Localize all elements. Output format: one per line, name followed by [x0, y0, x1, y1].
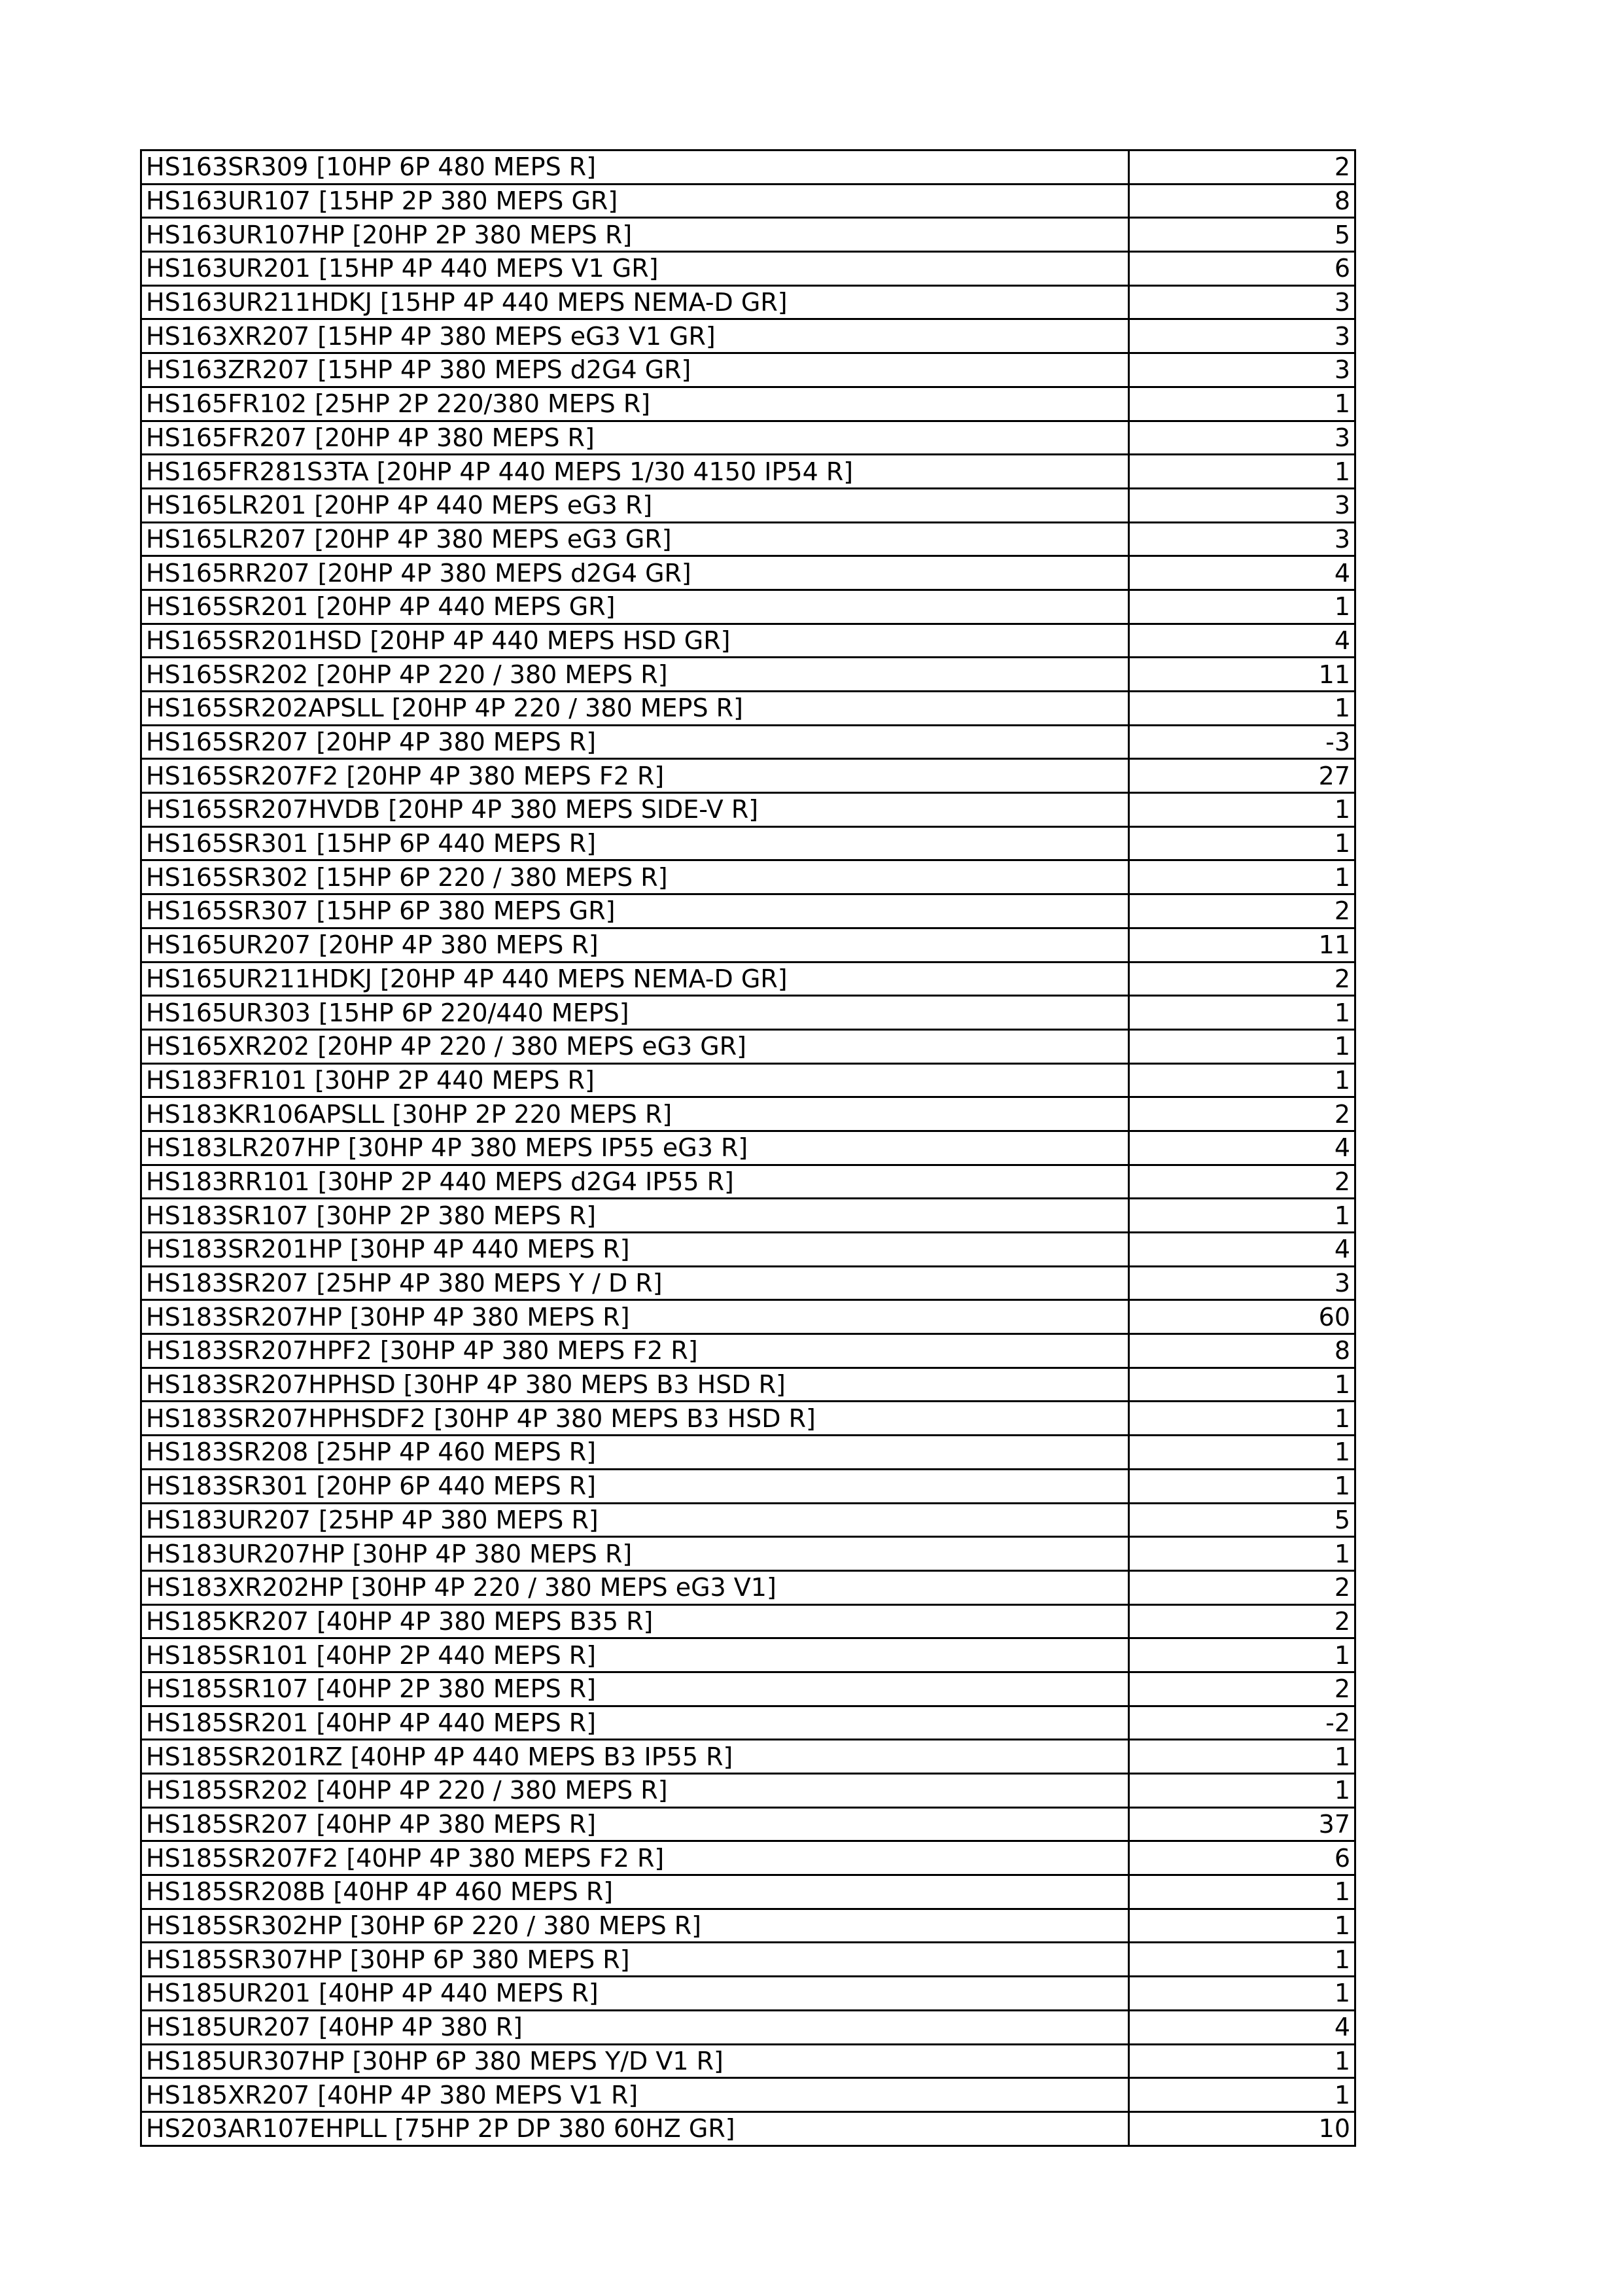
- quantity-cell: 1: [1129, 1469, 1355, 1503]
- product-description-cell: HS183SR207 [25HP 4P 380 MEPS Y / D R]: [141, 1266, 1129, 1300]
- quantity-cell: 1: [1129, 996, 1355, 1030]
- quantity-cell: 4: [1129, 1233, 1355, 1267]
- inventory-table: [140, 149, 1356, 2147]
- quantity-cell: 4: [1129, 2010, 1355, 2044]
- product-description-cell: HS165LR207 [20HP 4P 380 MEPS eG3 GR]: [141, 522, 1129, 556]
- product-description-cell: HS183FR101 [30HP 2P 440 MEPS R]: [141, 1063, 1129, 1097]
- product-description-cell: HS185XR207 [40HP 4P 380 MEPS V1 R]: [141, 2078, 1129, 2112]
- quantity-cell: -3: [1129, 725, 1355, 759]
- product-description-cell: HS165SR207HVDB [20HP 4P 380 MEPS SIDE-V R]: [141, 793, 1129, 827]
- table-row: [141, 962, 1355, 996]
- quantity-cell: 1: [1129, 2078, 1355, 2112]
- table-row: [141, 2078, 1355, 2112]
- product-description-cell: HS185SR207 [40HP 4P 380 MEPS R]: [141, 1807, 1129, 1841]
- product-description-cell: HS183XR202HP [30HP 4P 220 / 380 MEPS eG3 V1]: [141, 1570, 1129, 1604]
- product-description-cell: HS165SR302 [15HP 6P 220 / 380 MEPS R]: [141, 860, 1129, 894]
- product-description-cell: HS165SR202APSLL [20HP 4P 220 / 380 MEPS R]: [141, 692, 1129, 726]
- product-description-cell: HS183SR208 [25HP 4P 460 MEPS R]: [141, 1436, 1129, 1470]
- quantity-cell: 2: [1129, 1097, 1355, 1131]
- table-row: [141, 1469, 1355, 1503]
- product-description-cell: HS165SR207 [20HP 4P 380 MEPS R]: [141, 725, 1129, 759]
- quantity-cell: 1: [1129, 793, 1355, 827]
- product-description-cell: HS165RR207 [20HP 4P 380 MEPS d2G4 GR]: [141, 556, 1129, 590]
- quantity-cell: 2: [1129, 1165, 1355, 1199]
- quantity-cell: 1: [1129, 1943, 1355, 1977]
- table-row: [141, 1943, 1355, 1977]
- product-description-cell: HS185SR302HP [30HP 6P 220 / 380 MEPS R]: [141, 1909, 1129, 1943]
- quantity-cell: 1: [1129, 1029, 1355, 1063]
- quantity-cell: 3: [1129, 319, 1355, 353]
- table-row: [141, 1097, 1355, 1131]
- table-row: [141, 1029, 1355, 1063]
- product-description-cell: HS165SR201 [20HP 4P 440 MEPS GR]: [141, 590, 1129, 624]
- quantity-cell: 3: [1129, 353, 1355, 387]
- product-description-cell: HS183SR207HPF2 [30HP 4P 380 MEPS F2 R]: [141, 1334, 1129, 1368]
- quantity-cell: 1: [1129, 692, 1355, 726]
- quantity-cell: 1: [1129, 387, 1355, 421]
- quantity-cell: 6: [1129, 252, 1355, 286]
- table-row: [141, 894, 1355, 928]
- table-row: [141, 387, 1355, 421]
- quantity-cell: 1: [1129, 1638, 1355, 1672]
- quantity-cell: 6: [1129, 1841, 1355, 1875]
- product-description-cell: HS183UR207 [25HP 4P 380 MEPS R]: [141, 1503, 1129, 1537]
- table-row: [141, 2044, 1355, 2078]
- quantity-cell: 1: [1129, 860, 1355, 894]
- quantity-cell: 1: [1129, 1875, 1355, 1909]
- product-description-cell: HS183RR101 [30HP 2P 440 MEPS d2G4 IP55 R]: [141, 1165, 1129, 1199]
- quantity-cell: 27: [1129, 759, 1355, 793]
- product-description-cell: HS165LR201 [20HP 4P 440 MEPS eG3 R]: [141, 488, 1129, 522]
- quantity-cell: 4: [1129, 556, 1355, 590]
- product-description-cell: HS183KR106APSLL [30HP 2P 220 MEPS R]: [141, 1097, 1129, 1131]
- quantity-cell: 1: [1129, 590, 1355, 624]
- product-description-cell: HS183SR207HPHSDF2 [30HP 4P 380 MEPS B3 HSD R]: [141, 1402, 1129, 1436]
- product-description-cell: HS165UR303 [15HP 6P 220/440 MEPS]: [141, 996, 1129, 1030]
- product-description-cell: HS163UR211HDKJ [15HP 4P 440 MEPS NEMA-D GR]: [141, 285, 1129, 319]
- table-row: [141, 1841, 1355, 1875]
- table-row: [141, 826, 1355, 860]
- product-description-cell: HS165SR301 [15HP 6P 440 MEPS R]: [141, 826, 1129, 860]
- quantity-cell: 5: [1129, 218, 1355, 252]
- table-row: [141, 1436, 1355, 1470]
- product-description-cell: HS185SR202 [40HP 4P 220 / 380 MEPS R]: [141, 1774, 1129, 1808]
- table-row: [141, 590, 1355, 624]
- quantity-cell: 4: [1129, 1131, 1355, 1165]
- quantity-cell: 4: [1129, 624, 1355, 658]
- product-description-cell: HS165UR211HDKJ [20HP 4P 440 MEPS NEMA-D GR]: [141, 962, 1129, 996]
- table-row: [141, 692, 1355, 726]
- product-description-cell: HS185SR201 [40HP 4P 440 MEPS R]: [141, 1706, 1129, 1740]
- quantity-cell: 1: [1129, 1436, 1355, 1470]
- product-description-cell: HS183SR207HPHSD [30HP 4P 380 MEPS B3 HSD R]: [141, 1368, 1129, 1402]
- table-row: [141, 1570, 1355, 1604]
- product-description-cell: HS165SR307 [15HP 6P 380 MEPS GR]: [141, 894, 1129, 928]
- table-row: [141, 1977, 1355, 2011]
- product-description-cell: HS163ZR207 [15HP 4P 380 MEPS d2G4 GR]: [141, 353, 1129, 387]
- table-row: [141, 1334, 1355, 1368]
- table-row: [141, 1604, 1355, 1638]
- quantity-cell: 2: [1129, 150, 1355, 185]
- product-description-cell: HS185SR101 [40HP 2P 440 MEPS R]: [141, 1638, 1129, 1672]
- quantity-cell: 1: [1129, 1909, 1355, 1943]
- product-description-cell: HS165XR202 [20HP 4P 220 / 380 MEPS eG3 GR]: [141, 1029, 1129, 1063]
- table-row: [141, 1063, 1355, 1097]
- table-row: [141, 1199, 1355, 1233]
- table-row: [141, 1402, 1355, 1436]
- quantity-cell: 2: [1129, 1570, 1355, 1604]
- table-row: [141, 624, 1355, 658]
- product-description-cell: HS185UR207 [40HP 4P 380 R]: [141, 2010, 1129, 2044]
- table-row: [141, 1909, 1355, 1943]
- table-row: [141, 658, 1355, 692]
- product-description-cell: HS163XR207 [15HP 4P 380 MEPS eG3 V1 GR]: [141, 319, 1129, 353]
- product-description-cell: HS163SR309 [10HP 6P 480 MEPS R]: [141, 150, 1129, 185]
- quantity-cell: 11: [1129, 928, 1355, 962]
- product-description-cell: HS165SR207F2 [20HP 4P 380 MEPS F2 R]: [141, 759, 1129, 793]
- table-row: [141, 1165, 1355, 1199]
- table-row: [141, 1131, 1355, 1165]
- table-row: [141, 421, 1355, 455]
- table-row: [141, 793, 1355, 827]
- quantity-cell: 5: [1129, 1503, 1355, 1537]
- product-description-cell: HS183SR201HP [30HP 4P 440 MEPS R]: [141, 1233, 1129, 1267]
- product-description-cell: HS165FR102 [25HP 2P 220/380 MEPS R]: [141, 387, 1129, 421]
- table-row: [141, 1233, 1355, 1267]
- table-row: [141, 725, 1355, 759]
- table-row: [141, 556, 1355, 590]
- quantity-cell: 1: [1129, 1774, 1355, 1808]
- table-row: [141, 319, 1355, 353]
- quantity-cell: 1: [1129, 1740, 1355, 1774]
- product-description-cell: HS183SR107 [30HP 2P 380 MEPS R]: [141, 1199, 1129, 1233]
- product-description-cell: HS183SR207HP [30HP 4P 380 MEPS R]: [141, 1300, 1129, 1334]
- quantity-cell: 2: [1129, 1604, 1355, 1638]
- quantity-cell: 3: [1129, 488, 1355, 522]
- product-description-cell: HS165SR201HSD [20HP 4P 440 MEPS HSD GR]: [141, 624, 1129, 658]
- quantity-cell: 8: [1129, 184, 1355, 218]
- table-row: [141, 996, 1355, 1030]
- product-description-cell: HS183UR207HP [30HP 4P 380 MEPS R]: [141, 1537, 1129, 1571]
- table-row: [141, 2111, 1355, 2146]
- product-description-cell: HS185SR207F2 [40HP 4P 380 MEPS F2 R]: [141, 1841, 1129, 1875]
- quantity-cell: 8: [1129, 1334, 1355, 1368]
- table-row: [141, 184, 1355, 218]
- table-row: [141, 522, 1355, 556]
- table-row: [141, 1740, 1355, 1774]
- table-row: [141, 1638, 1355, 1672]
- product-description-cell: HS183SR301 [20HP 6P 440 MEPS R]: [141, 1469, 1129, 1503]
- table-row: [141, 1266, 1355, 1300]
- quantity-cell: 37: [1129, 1807, 1355, 1841]
- table-row: [141, 1672, 1355, 1706]
- product-description-cell: HS185UR307HP [30HP 6P 380 MEPS Y/D V1 R]: [141, 2044, 1129, 2078]
- quantity-cell: 1: [1129, 1199, 1355, 1233]
- table-row: [141, 353, 1355, 387]
- table-row: [141, 455, 1355, 489]
- product-description-cell: HS165FR207 [20HP 4P 380 MEPS R]: [141, 421, 1129, 455]
- product-description-cell: HS185SR201RZ [40HP 4P 440 MEPS B3 IP55 R]: [141, 1740, 1129, 1774]
- quantity-cell: 3: [1129, 1266, 1355, 1300]
- quantity-cell: 3: [1129, 522, 1355, 556]
- table-row: [141, 860, 1355, 894]
- quantity-cell: -2: [1129, 1706, 1355, 1740]
- table-row: [141, 1706, 1355, 1740]
- product-description-cell: HS163UR107HP [20HP 2P 380 MEPS R]: [141, 218, 1129, 252]
- quantity-cell: 1: [1129, 1537, 1355, 1571]
- product-description-cell: HS165SR202 [20HP 4P 220 / 380 MEPS R]: [141, 658, 1129, 692]
- product-description-cell: HS185SR107 [40HP 2P 380 MEPS R]: [141, 1672, 1129, 1706]
- table-row: [141, 759, 1355, 793]
- table-row: [141, 1537, 1355, 1571]
- quantity-cell: 1: [1129, 2044, 1355, 2078]
- product-description-cell: HS163UR107 [15HP 2P 380 MEPS GR]: [141, 184, 1129, 218]
- quantity-cell: 1: [1129, 1402, 1355, 1436]
- product-description-cell: HS203AR107EHPLL [75HP 2P DP 380 60HZ GR]: [141, 2111, 1129, 2146]
- table-row: [141, 150, 1355, 185]
- quantity-cell: 1: [1129, 1368, 1355, 1402]
- quantity-cell: 11: [1129, 658, 1355, 692]
- product-description-cell: HS165FR281S3TA [20HP 4P 440 MEPS 1/30 4150 IP54 R]: [141, 455, 1129, 489]
- inventory-table-body: [141, 150, 1355, 2146]
- quantity-cell: 10: [1129, 2111, 1355, 2146]
- quantity-cell: 1: [1129, 1063, 1355, 1097]
- quantity-cell: 2: [1129, 962, 1355, 996]
- table-row: [141, 252, 1355, 286]
- table-row: [141, 1300, 1355, 1334]
- quantity-cell: 2: [1129, 1672, 1355, 1706]
- product-description-cell: HS185KR207 [40HP 4P 380 MEPS B35 R]: [141, 1604, 1129, 1638]
- quantity-cell: 1: [1129, 455, 1355, 489]
- quantity-cell: 1: [1129, 1977, 1355, 2011]
- table-row: [141, 1368, 1355, 1402]
- table-row: [141, 928, 1355, 962]
- quantity-cell: 60: [1129, 1300, 1355, 1334]
- table-row: [141, 218, 1355, 252]
- table-row: [141, 1875, 1355, 1909]
- product-description-cell: HS165UR207 [20HP 4P 380 MEPS R]: [141, 928, 1129, 962]
- product-description-cell: HS185SR208B [40HP 4P 460 MEPS R]: [141, 1875, 1129, 1909]
- table-row: [141, 285, 1355, 319]
- product-description-cell: HS183LR207HP [30HP 4P 380 MEPS IP55 eG3 R]: [141, 1131, 1129, 1165]
- table-row: [141, 1774, 1355, 1808]
- quantity-cell: 3: [1129, 421, 1355, 455]
- quantity-cell: 1: [1129, 826, 1355, 860]
- table-row: [141, 1503, 1355, 1537]
- table-row: [141, 488, 1355, 522]
- product-description-cell: HS163UR201 [15HP 4P 440 MEPS V1 GR]: [141, 252, 1129, 286]
- product-description-cell: HS185UR201 [40HP 4P 440 MEPS R]: [141, 1977, 1129, 2011]
- table-row: [141, 1807, 1355, 1841]
- quantity-cell: 2: [1129, 894, 1355, 928]
- quantity-cell: 3: [1129, 285, 1355, 319]
- table-row: [141, 2010, 1355, 2044]
- product-description-cell: HS185SR307HP [30HP 6P 380 MEPS R]: [141, 1943, 1129, 1977]
